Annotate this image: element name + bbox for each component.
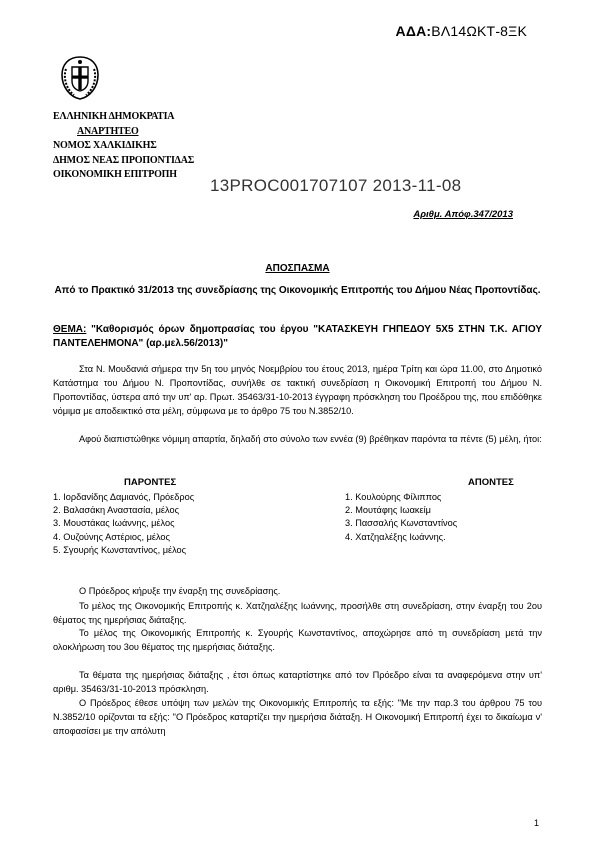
decision-number: [413, 209, 513, 220]
absent-heading: ΑΠΟΝΤΕΣ: [468, 477, 514, 488]
subject: [53, 323, 542, 351]
list-item: 5. Σγουρής Κωνσταντίνος, μέλος: [53, 544, 187, 555]
list-item: 1. Ιορδανίδης Δαμιανός, Πρόεδρος: [53, 492, 195, 502]
paragraph-opening-text: Ο Πρόεδρος κήρυξε την έναρξη της συνεδρίασης.: [79, 586, 281, 596]
subject-text: "Καθορισμός όρων δημοπρασίας του έργου "ΚΑΤΑΣΚΕΥΗ ΓΗΠΕΔΟΥ 5Χ5 ΣΤΗΝ Τ.Κ. ΑΓΙΟΥ ΠΑΝΤΕΛΕΗΜΟΝΑ" (αρ.μελ.56/2013)": [53, 324, 542, 349]
paragraph-departure-text: Το μέλος της Οικονομικής Επιτροπής κ. Σγουρής Κωνσταντίνος, αποχώρησε από τη συνεδρίαση μετά την ολοκλήρωση του 3ου θέματος της ημερήσιας διάταξης.: [53, 628, 542, 652]
org-line-posting: ΑΝΑΡΤΗΤΕΟ: [77, 125, 139, 137]
org-line-prefecture: ΝΟΜΟΣ ΧΑΛΚΙΔΙΚΗΣ: [53, 140, 157, 151]
paragraph-president: [53, 696, 542, 738]
paragraph-arrival-text: Το μέλος της Οικονομικής Επιτροπής κ. Χατζηαλέξης Ιωάννης, προσήλθε στη συνεδρίαση, στην έναρξη του 2ου θέματος της ημερήσιας διάταξης.: [53, 601, 542, 625]
ada-label: ΑΔΑ:: [395, 23, 432, 39]
absent-list: [345, 491, 457, 544]
page-number: 1: [533, 818, 539, 828]
paragraph-agenda: [53, 668, 542, 696]
paragraph-departure: [53, 626, 542, 654]
list-item: 3. Μουστάκας Ιωάννης, μέλος: [53, 518, 175, 529]
paragraph-meeting-text: Στα Ν. Μουδανιά σήμερα την 5η του μηνός Νοεμβρίου του έτους 2013, ημέρα Τρίτη και ώρα 11.00, στο Δημοτικό Κατάστημα του Δήμου Ν. Προποντίδας, συνήλθε σε τακτική συνεδρίαση η Οικονομική Επιτροπή του Δήμου Ν. Προποντίδας, ύστερα από την υπ' αρ. Πρωτ. 35463/31-10-2013 έγγραφη πρόσκληση του Προέδρου της, που επιδόθηκε νόμιμα με αποδεικτικό στα μέλη, σύμφωνα με το άρθρο 75 του Ν.3852/10.: [53, 364, 542, 416]
paragraph-quorum: [53, 432, 542, 446]
protocol-number: 13PROC001707107 2013-11-08: [210, 176, 462, 195]
paragraph-quorum-text: Αφού διαπιστώθηκε νόμιμη απαρτία, δηλαδή στο σύνολο των εννέα (9) βρέθηκαν παρόντα τα πέντε (5) μέλη, ήτοι:: [79, 434, 542, 444]
ada-code: [396, 23, 527, 39]
paragraph-opening: [53, 584, 542, 598]
subject-label: ΘΕΜΑ:: [53, 324, 87, 335]
minutes-source: Από το Πρακτικό 31/2013 της συνεδρίασης της Οικονομικής Επιτροπής του Δήμου Νέας Προποντίδας.: [54, 285, 541, 296]
ada-value: ΒΛ14ΩΚΤ-8ΞΚ: [431, 23, 527, 39]
org-line-municipality: ΔΗΜΟΣ ΝΕΑΣ ΠΡΟΠΟΝΤΙΔΑΣ: [53, 154, 195, 166]
list-item: 4. Ουζούνης Αστέριος, μέλος: [53, 531, 170, 542]
present-heading: ΠΑΡΟΝΤΕΣ: [124, 477, 177, 488]
issuing-authority: [53, 110, 194, 183]
paragraph-arrival: [53, 599, 542, 627]
list-item: 3. Πασσαλής Κωνσταντίνος: [345, 518, 458, 529]
decision-value: 347/2013: [473, 209, 513, 220]
decision-label: Αριθμ. Απόφ.: [413, 209, 474, 220]
list-item: 1. Κουλούρης Φίλιππος: [345, 492, 442, 502]
paragraph-president-text: Ο Πρόεδρος έθεσε υπόψη των μελών της Οικονομικής Επιτροπής τα εξής: "Με την παρ.3 του άρθρου 75 του Ν.3852/10 ορίζονται τα εξής: "Ο Πρόεδρος καταρτίζει την ημερήσια διάταξη. Η Οικονομική Επιτροπή έχει το δικαίωμα ν' αποφασίσει με την απόλυτη: [53, 698, 542, 736]
document-title: ΑΠΟΣΠΑΣΜΑ: [265, 263, 330, 274]
org-line-republic: ΕΛΛΗΝΙΚΗ ΔΗΜΟΚΡΑΤΙΑ: [53, 111, 175, 122]
list-item: 2. Βαλασάκη Αναστασία, μέλος: [53, 505, 180, 516]
hellenic-republic-emblem-icon: [58, 55, 102, 101]
list-item: 2. Μουτάφης Ιωακείμ: [345, 505, 431, 516]
org-line-committee: ΟΙΚΟΝΟΜΙΚΗ ΕΠΙΤΡΟΠΗ: [53, 169, 177, 180]
paragraph-meeting: [53, 362, 542, 418]
paragraph-agenda-text: Τα θέματα της ημερήσιας διάταξης , έτσι όπως καταρτίστηκε από τον Πρόεδρο είναι τα αναφερόμενα στην υπ' αριθμ. 35463/31-10-2013 πρόσκληση.: [53, 670, 542, 694]
list-item: 4. Χατζηαλέξης Ιωάννης.: [345, 531, 446, 542]
present-list: [53, 491, 194, 557]
